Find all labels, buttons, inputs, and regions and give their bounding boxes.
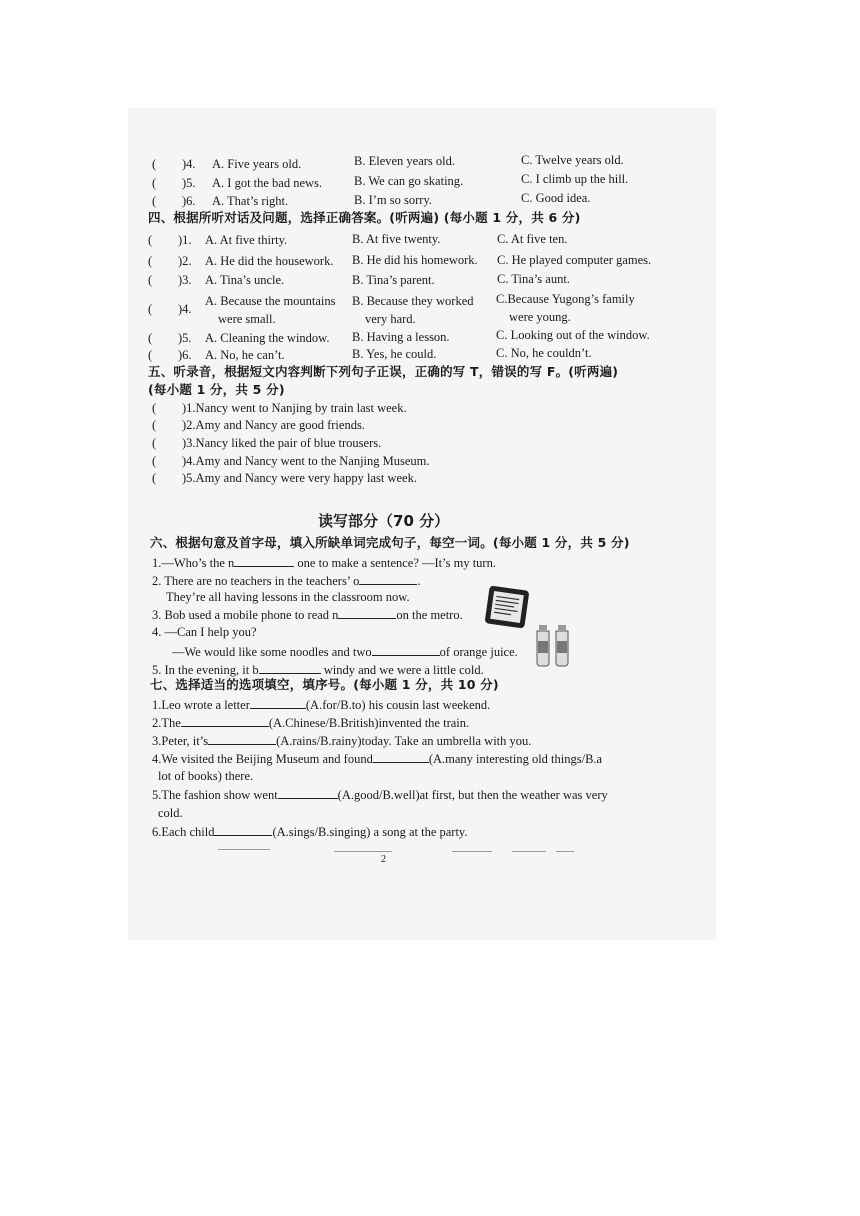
question-7-5: 5.The fashion show went (A.good/B.well)at first, but then the weather was very [152, 788, 608, 802]
question-6-4-cont: —We would like some noodles and two of orange juice. [172, 645, 518, 659]
option-c-cont: were young. [509, 310, 571, 324]
question-6-4: 4. —Can I help you? [152, 625, 257, 639]
option-b: B. At five twenty. [352, 232, 441, 246]
section-4-heading: 四、根据所听对话及问题，选择正确答案。(听两遍) (每小题 1 分，共 6 分) [148, 210, 581, 225]
option-a: A. He did the housework. [205, 254, 334, 268]
item-row: ( )3. [148, 273, 192, 287]
question-6-3: 3. Bob used a mobile phone to read n on the metro. [152, 608, 463, 622]
option-c: C. I climb up the hill. [521, 172, 629, 186]
item-row: ( )6. [148, 348, 192, 362]
option-a-cont: were small. [218, 312, 276, 326]
option-c: C. No, he couldn’t. [496, 346, 592, 360]
question-6-1: 1.—Who’s the n one to make a sentence? —It’s my turn. [152, 556, 496, 570]
scan-line [218, 849, 270, 850]
option-c: C. Looking out of the window. [496, 328, 650, 342]
option-c: C. At five ten. [497, 232, 568, 246]
question-7-3: 3.Peter, it’s (A.rains/B.rainy)today. Take an umbrella with you. [152, 734, 532, 748]
question-7-5-cont: cold. [158, 806, 183, 820]
section-5-heading: 五、听录音，根据短文内容判断下列句子正误，正确的写 T，错误的写 F。(听两遍) [148, 364, 619, 379]
scan-line [452, 851, 492, 852]
option-b: B. We can go skating. [354, 174, 464, 188]
section-6-heading: 六、根据句意及首字母，填入所缺单词完成句子，每空一词。(每小题 1 分，共 5 分) [150, 535, 630, 550]
item-row: ( )5. [152, 176, 196, 190]
item-row: ( )1. [148, 233, 192, 247]
question-6-2-cont: They’re all having lessons in the classroom now. [166, 590, 410, 604]
option-b: B. Eleven years old. [354, 154, 456, 168]
option-a: A. No, he can’t. [205, 348, 285, 362]
item-row: ( )6. [152, 194, 196, 208]
item-row: ( )4. [152, 157, 196, 171]
tf-item: ( )4.Amy and Nancy went to the Nanjing Museum. [152, 454, 430, 468]
question-7-1: 1.Leo wrote a letter (A.for/B.to) his cousin last weekend. [152, 698, 491, 712]
tablet-reader-icon [484, 585, 530, 629]
option-a: A. At five thirty. [205, 233, 288, 247]
scan-line [334, 851, 392, 852]
scan-line [556, 851, 574, 852]
option-c: C. Twelve years old. [521, 153, 624, 167]
question-6-5: 5. In the evening, it b windy and we were a little cold. [152, 663, 484, 677]
tf-item: ( )3.Nancy liked the pair of blue trousers. [152, 436, 382, 450]
item-row: ( )5. [148, 331, 192, 345]
tf-item: ( )1.Nancy went to Nanjing by train last week. [152, 401, 407, 415]
option-b-cont: very hard. [365, 312, 416, 326]
juice-bottles-icon [534, 623, 572, 667]
option-a: A. Five years old. [212, 157, 302, 171]
option-a: A. Because the mountains [205, 294, 336, 308]
option-a: A. Tina’s uncle. [205, 273, 285, 287]
question-7-4: 4.We visited the Beijing Museum and found (A.many interesting old things/B.a [152, 752, 603, 766]
option-c: C. Good idea. [521, 191, 591, 205]
option-b: B. Yes, he could. [352, 347, 437, 361]
section-7-heading: 七、选择适当的选项填空，填序号。(每小题 1 分，共 10 分) [150, 677, 499, 692]
option-b: B. Having a lesson. [352, 330, 450, 344]
option-b: B. Tina’s parent. [352, 273, 435, 287]
option-c: C. He played computer games. [497, 253, 652, 267]
option-a: A. Cleaning the window. [205, 331, 330, 345]
question-6-2: 2. There are no teachers in the teachers’ o . [152, 574, 421, 588]
option-a: A. I got the bad news. [212, 176, 323, 190]
option-c: C. Tina’s aunt. [497, 272, 570, 286]
section-5-heading-cont: (每小题 1 分，共 5 分) [148, 382, 285, 397]
scan-line [512, 851, 546, 852]
question-7-2: 2.The (A.Chinese/B.British)invented the train. [152, 716, 470, 730]
option-b: B. He did his homework. [352, 253, 478, 267]
tf-item: ( )2.Amy and Nancy are good friends. [152, 418, 365, 432]
item-row: ( )2. [148, 254, 192, 268]
question-7-4-cont: lot of books) there. [158, 769, 254, 783]
option-b: B. Because they worked [352, 294, 474, 308]
question-7-6: 6.Each child (A.sings/B.singing) a song at the party. [152, 825, 468, 839]
option-c: C.Because Yugong’s family [496, 292, 635, 306]
part-title: 读写部分（70 分） [318, 512, 450, 530]
item-row: ( )4. [148, 302, 192, 316]
option-a: A. That’s right. [212, 194, 289, 208]
tf-item: ( )5.Amy and Nancy were very happy last week. [152, 471, 417, 485]
option-b: B. I’m so sorry. [354, 193, 433, 207]
page-number: 2 [381, 854, 386, 865]
